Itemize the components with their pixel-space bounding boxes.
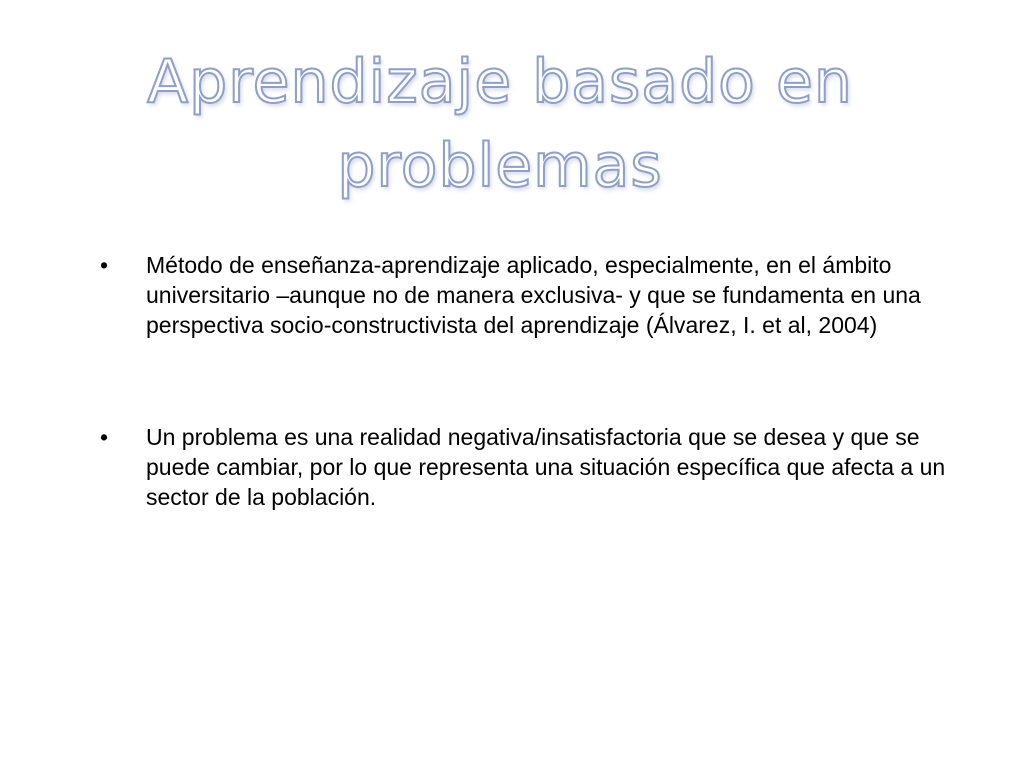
bullet-list — [100, 250, 960, 512]
slide-title-line-1: Aprendizaje basado en — [147, 47, 853, 117]
slide-title-line-2: problemas — [337, 131, 663, 201]
bullet-item-problem — [100, 422, 960, 512]
bullet-text: Método de enseñanza-aprendizaje aplicado, especialmente, en el ámbito universitario –aunque no de manera exclusiva- y que se fundamenta en una perspectiva socio-constructivista del aprendizaje (Álvarez, I. et al, 2004) — [146, 252, 921, 338]
bullet-icon: • — [100, 252, 109, 278]
slide-title — [60, 40, 940, 208]
bullet-item-definition — [100, 250, 960, 340]
bullet-icon: • — [100, 424, 109, 450]
bullet-text: Un problema es una realidad negativa/insatisfactoria que se desea y que se puede cambiar, por lo que representa una situación específica que afecta a un sector de la población. — [146, 424, 946, 510]
